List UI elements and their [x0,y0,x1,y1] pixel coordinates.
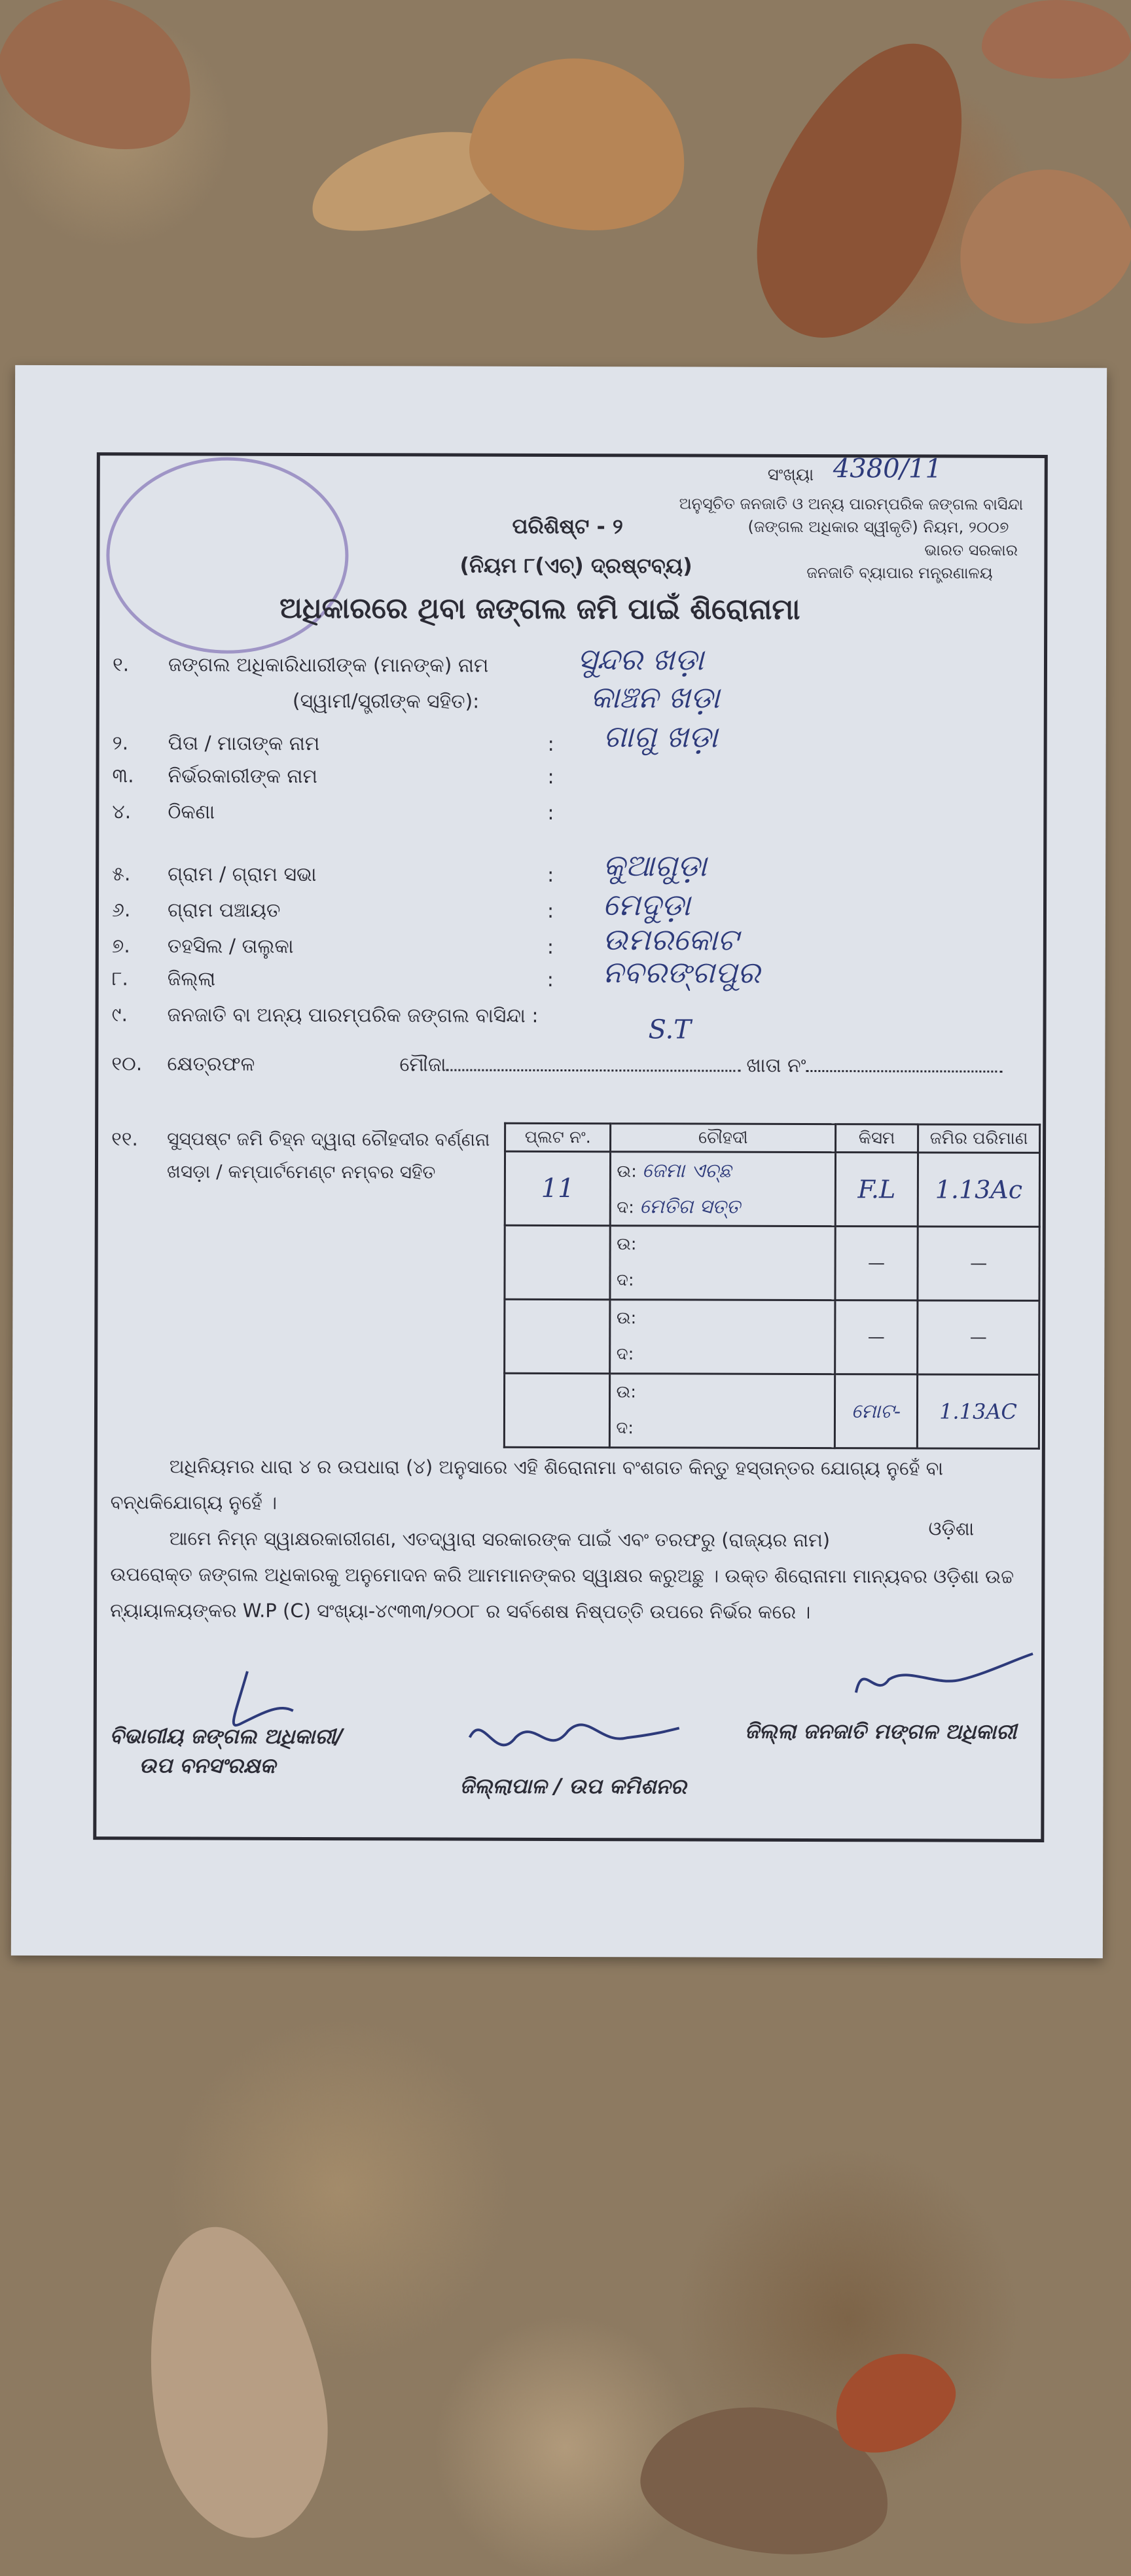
row1-south-value: ମେତିଗ ସତ୍ତ [639,1195,741,1219]
total-value: 1.13AC [939,1399,1017,1424]
field-1-label: ଜଙ୍ଗଲ ଅଧିକାରିଧାରୀଙ୍କ (ମାନଙ୍କ) ନାମ [168,653,489,677]
field-1b-label: (ସ୍ୱାମୀ/ସ୍ତ୍ରୀଙ୍କ ସହିତ): [292,689,480,713]
field-9-num: ୯. [111,1003,128,1027]
khata-label [746,1054,1002,1078]
field-8-value: ନବରଙ୍ଗପୁର [602,954,761,990]
row1-area: 1.13Ac [935,1175,1023,1204]
body-paragraph-1b: ବନ୍ଧକିଯୋଗ୍ୟ ନୁହେଁ । [110,1491,278,1514]
field-4-label: ଠିକଣା [168,800,215,824]
field-6-value: ମେଦୁଡ଼ା [602,887,691,923]
forest-rights-title-document [11,365,1107,1958]
table-header-row [505,1123,1040,1153]
mouza-blank [446,1069,740,1072]
field-10-num: ୧୦. [111,1052,143,1076]
field-7-value: ଉମରକୋଟ [602,921,738,957]
row2-south-label: ଦ: [616,1270,634,1291]
field-9-value: S.T [648,1014,691,1045]
dry-leaf [458,41,700,246]
field-8-num: ୮. [111,967,128,991]
sign-right-title: ଜିଲ୍ଲା ଜନଜାତି ମଙ୍ଗଳ ଅଧିକାରୀ [744,1718,1017,1744]
body-paragraph-3: ଉପରୋକ୍ତ ଜଙ୍ଗଲ ଅଧିକାରକୁ ଅନୁମୋଦନ କରି ଆମମାନଙ୍କର ସ୍ୱାକ୍ଷର କରୁଅଛୁ । ଉକ୍ତ ଶିରୋନାମା ମାନ୍ୟବର ଓଡ଼ିଶା ଉଚ୍ଚ [110,1563,1014,1588]
table-row [504,1373,1039,1448]
field-7-label: ତହସିଲ / ତାଲୁକା [167,935,294,958]
boundary-table [503,1122,1041,1450]
dry-leaf [0,0,215,173]
header-plot: ପ୍ଲଟ ନଂ. [505,1123,611,1151]
khata-label-text: ଖାତା ନଂ [746,1054,806,1077]
field-7-colon: : [547,935,554,959]
field-1-num: ୧. [112,653,130,677]
field-3-num: ୩. [112,764,134,788]
niyam-reference: (ନିୟମ ୮(ଏଚ୍) ଦ୍ରଷ୍ଟବ୍ୟ) [459,552,692,579]
header-right-line1: ଅନୁସୂଚିତ ଜନଜାତି ଓ ଅନ୍ୟ ପାରମ୍ପରିକ ଜଙ୍ଗଲ ବାସିନ୍ଦା [679,494,1024,514]
field-3-colon: : [547,765,554,789]
mouza-label [399,1053,740,1077]
body-paragraph-2: ଆମେ ନିମ୍ନ ସ୍ୱାକ୍ଷରକାରୀଗଣ, ଏତଦ୍ୱାରା ସରକାରଙ୍କ ପାଇଁ ଏବଂ ତରଫରୁ (ରାଜ୍ୟର ନାମ) [169,1527,831,1552]
row3-area-dash: — [918,1300,1039,1374]
row1-south-label: ଦ: [617,1198,634,1218]
row1-plot: 11 [541,1173,575,1204]
field-8-colon: : [547,968,554,992]
field-2-label: ପିତା / ମାତାଙ୍କ ନାମ [168,732,320,756]
table-row [505,1299,1039,1374]
header-right-line3: ଭାରତ ସରକାର [924,541,1018,560]
table-row [505,1225,1039,1300]
sign-left-title1: ବିଭାଗୀୟ ଜଙ୍ଗଲ ଅଧିକାରୀ/ [109,1723,344,1749]
row4-south-label: ଦ: [616,1418,634,1439]
row3-kisam-dash: — [835,1300,918,1374]
dry-leaf [124,2213,346,2552]
field-2-num: ୨. [112,732,129,755]
mouza-label-text: ମୌଜା [399,1053,446,1077]
signature-center [457,1698,692,1771]
field-5-label: ଗ୍ରାମ / ଗ୍ରାମ ସଭା [168,863,317,887]
field-1b-value: କାଞ୍ଚନ ଖଡ଼ା [590,679,720,715]
field-11-label1: ସୁସ୍ପଷ୍ଟ ଜମି ଚିହ୍ନ ଦ୍ୱାରା ଚୌହଦୀର ବର୍ଣ୍ଣନା [167,1128,490,1151]
field-2-value: ଗାଗୁ ଖଡ଼ା [603,719,718,755]
serial-value: 4380/11 [833,454,942,484]
body-paragraph-4: ନ୍ୟାୟାଳୟଙ୍କର W.P (C) ସଂଖ୍ୟା-୪୯୩୩/୨୦୦୮ ର ସର୍ବଶେଷ ନିଷ୍ପତ୍ତି ଉପରେ ନିର୍ଭର କରେ । [110,1599,811,1624]
serial-label: ସଂଖ୍ୟା [767,465,814,486]
state-name: ଓଡ଼ିଶା [928,1517,975,1540]
field-11-label2: ଖସଡ଼ା / କମ୍ପାର୍ଟମେଣ୍ଟ ନମ୍ବର ସହିତ [166,1160,436,1183]
row2-kisam-dash: — [835,1226,918,1300]
field-6-label: ଗ୍ରାମ ପଞ୍ଚାୟତ [167,899,281,922]
field-10-label: କ୍ଷେତ୍ରଫଳ [167,1052,255,1076]
row1-kisam: F.L [857,1175,896,1204]
field-2-colon: : [547,732,554,756]
header-boundary: ଚୌହଦୀ [611,1124,836,1153]
field-4-colon: : [547,801,554,825]
row4-north-label: ଉ: [616,1382,637,1403]
dry-leaf [721,12,1007,368]
field-9-label: ଜନଜାତି ବା ଅନ୍ୟ ପାରମ୍ପରିକ ଜଙ୍ଗଲ ବାସିନ୍ଦା : [167,1003,539,1028]
field-4-num: ୪. [112,800,132,824]
field-6-colon: : [547,899,554,923]
dry-leaf [935,145,1131,346]
document-title: ଅଧିକାରରେ ଥିବା ଜଙ୍ଗଲ ଜମି ପାଇଁ ଶିରୋନାମା [279,591,800,626]
header-right-line4: ଜନଜାତି ବ୍ୟାପାର ମନ୍ତ୍ରଣାଳୟ [806,563,993,582]
khata-blank [806,1070,1002,1073]
header-right-line2: (ଜଙ୍ଗଲ ଅଧିକାର ସ୍ୱୀକୃତି) ନିୟମ, ୨୦୦୭ [747,517,1009,537]
body-paragraph-1: ଅଧିନିୟମର ଧାରା ୪ ର ଉପଧାରା (୪) ଅନୁସାରେ ଏହି ଶିରୋନାମା ବଂଶଗତ କିନ୍ତୁ ହସ୍ତାନ୍ତର ଯୋଗ୍ୟ ନୁହେଁ ବା [169,1455,944,1480]
field-8-label: ଜିଲ୍ଲା [167,967,216,991]
field-11-num: ୧୧. [111,1128,138,1151]
field-5-num: ୫. [112,863,131,886]
row1-north-value: ଜେମା ଏଚ୍ଛ [642,1159,732,1183]
header-kisam: କିସମ [835,1124,918,1153]
sign-left-title2: ଉପ ବନସଂରକ୍ଷକ [139,1753,276,1778]
header-area: ଜମିର ପରିମାଣ [918,1124,1040,1153]
row3-south-label: ଦ: [616,1344,634,1365]
row2-area-dash: — [918,1226,1039,1300]
field-1-value: ସୁନ୍ଦର ଖଡ଼ା [577,641,704,677]
row3-north-label: ଉ: [616,1308,637,1329]
dry-leaf [982,0,1131,79]
table-row [505,1151,1039,1226]
field-5-value: କୁଆଗୁଡ଼ା [603,848,707,884]
sign-center-title: ଜିଲ୍ଲାପାଳ / ଉପ କମିଶନର [459,1773,687,1799]
row1-north-label: ଉ: [617,1162,637,1182]
field-3-label: ନିର୍ଭରକାରୀଙ୍କ ନାମ [168,764,318,789]
field-7-num: ୭. [111,935,130,958]
row2-north-label: ଉ: [617,1234,637,1255]
field-6-num: ୬. [111,899,131,922]
signature-right [843,1640,1039,1713]
parishista-label: ପରିଶିଷ୍ଟ - ୨ [512,513,623,539]
field-5-colon: : [547,863,554,887]
total-label: ମୋଟ- [851,1399,901,1423]
